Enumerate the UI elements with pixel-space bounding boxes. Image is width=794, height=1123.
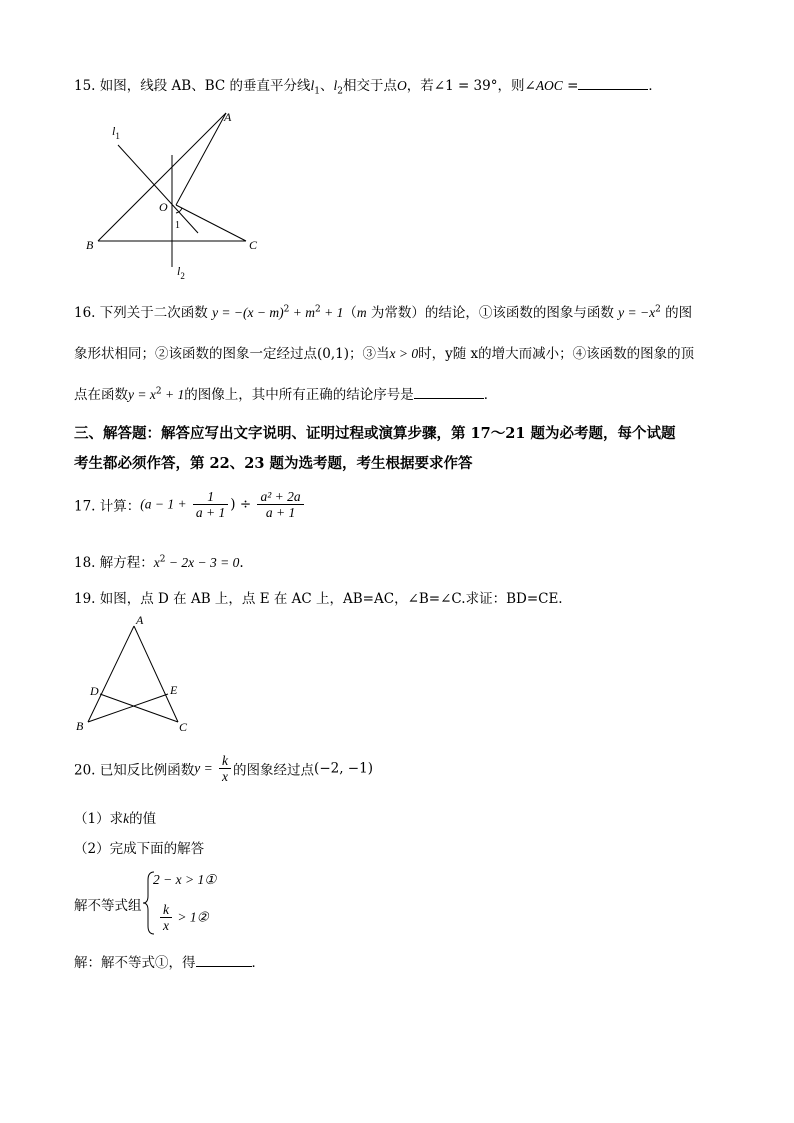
q20-part1: （1）求k的值 <box>74 811 157 827</box>
q20-inequality-1: 2 − x > 1① <box>153 872 217 887</box>
fig-l2-label: $l_2$ <box>177 264 185 281</box>
l1-label: l <box>310 78 315 93</box>
q19-point-a-label: A <box>136 614 144 627</box>
point-c-label: C <box>249 238 258 252</box>
q20-k-over-x: $\frac{k}{x}$ <box>219 753 231 784</box>
fig-l1-label: $l_1$ <box>112 124 120 141</box>
q16-answer-blank[interactable] <box>414 398 484 399</box>
q17-fraction-2: $\frac{\text{a² + 2a}}{a + 1}$ <box>257 489 303 520</box>
section3-heading-line2: 考生都必须作答，第 22、23 题为选考题，考生根据要求作答 <box>74 455 473 472</box>
q20-solution-line: 解：解不等式①，得 ． <box>74 955 265 971</box>
q16-line3: 点在函数$y = x^2 + 1$的图像上，其中所有正确的结论序号是 ． <box>74 386 498 403</box>
q16-line2: 象形状相同；②该函数的图象一定经过点(0,1)；③当x > 0时，y随 x的增大而减小；④该函数的图象的顶 <box>74 346 695 362</box>
q16-line1: 16. 下列关于二次函数 $y = -(x - m)^2 + m^2 + 1(m$ 为常数）的结论，①该函数的图象与函数 $y = -x^2$ 的图 <box>74 304 693 321</box>
q17-line: 17. 计算：(a − 1 + $\frac{1}{a + 1}$ ) ÷ $\frac{\text{a² + 2a}}{a + 1}$ <box>74 489 306 520</box>
q19-point-b-label: B <box>76 719 84 733</box>
q19-point-d-label: D <box>90 684 99 698</box>
point-b-label: B <box>86 238 94 252</box>
q19-point-c-label: C <box>179 720 188 734</box>
q20-answer-blank[interactable] <box>196 966 252 967</box>
q17-fraction-1: $\frac{1}{a + 1}$ <box>193 489 228 520</box>
q15-text: 15. 如图，线段 AB、BC 的垂直平分线 <box>74 78 311 94</box>
q20-part2: （2）完成下面的解答 <box>74 841 205 857</box>
point-a-label: A <box>224 110 232 124</box>
point-o-label: O <box>159 200 168 214</box>
q20-inequality-2: $\frac{k}{x}$ > 1② <box>158 902 209 933</box>
l2-label: l <box>333 78 338 93</box>
q15-answer-blank[interactable] <box>578 89 648 90</box>
q19-figure <box>72 614 202 734</box>
q15-figure <box>80 105 280 285</box>
q18-line: 18. 解方程：$x^2 - 2x - 3 = 0$. <box>74 554 244 571</box>
q19-text: 19. 如图，点 D 在 AB 上，点 E 在 AC 上，AB=AC，∠B=∠C.求证：BD=CE. <box>74 591 563 607</box>
section3-heading-line1: 三、解答题：解答应写出文字说明、证明过程或演算步骤，第 17～21 题为必考题，每个试题 <box>74 425 676 442</box>
q20-system-label: 解不等式组 <box>74 898 142 914</box>
angle-1-label: 1 <box>175 220 180 231</box>
q15-line: 15. 如图，线段 AB、BC 的垂直平分线$l_1$、$l_2$相交于点O，若∠1 = 39°，则∠AOC = ． <box>74 78 662 97</box>
q20-line: 20. 已知反比例函数y = $\frac{k}{x}$ 的图象经过点(−2, −1) <box>74 753 373 784</box>
q19-point-e-label: E <box>170 683 178 697</box>
